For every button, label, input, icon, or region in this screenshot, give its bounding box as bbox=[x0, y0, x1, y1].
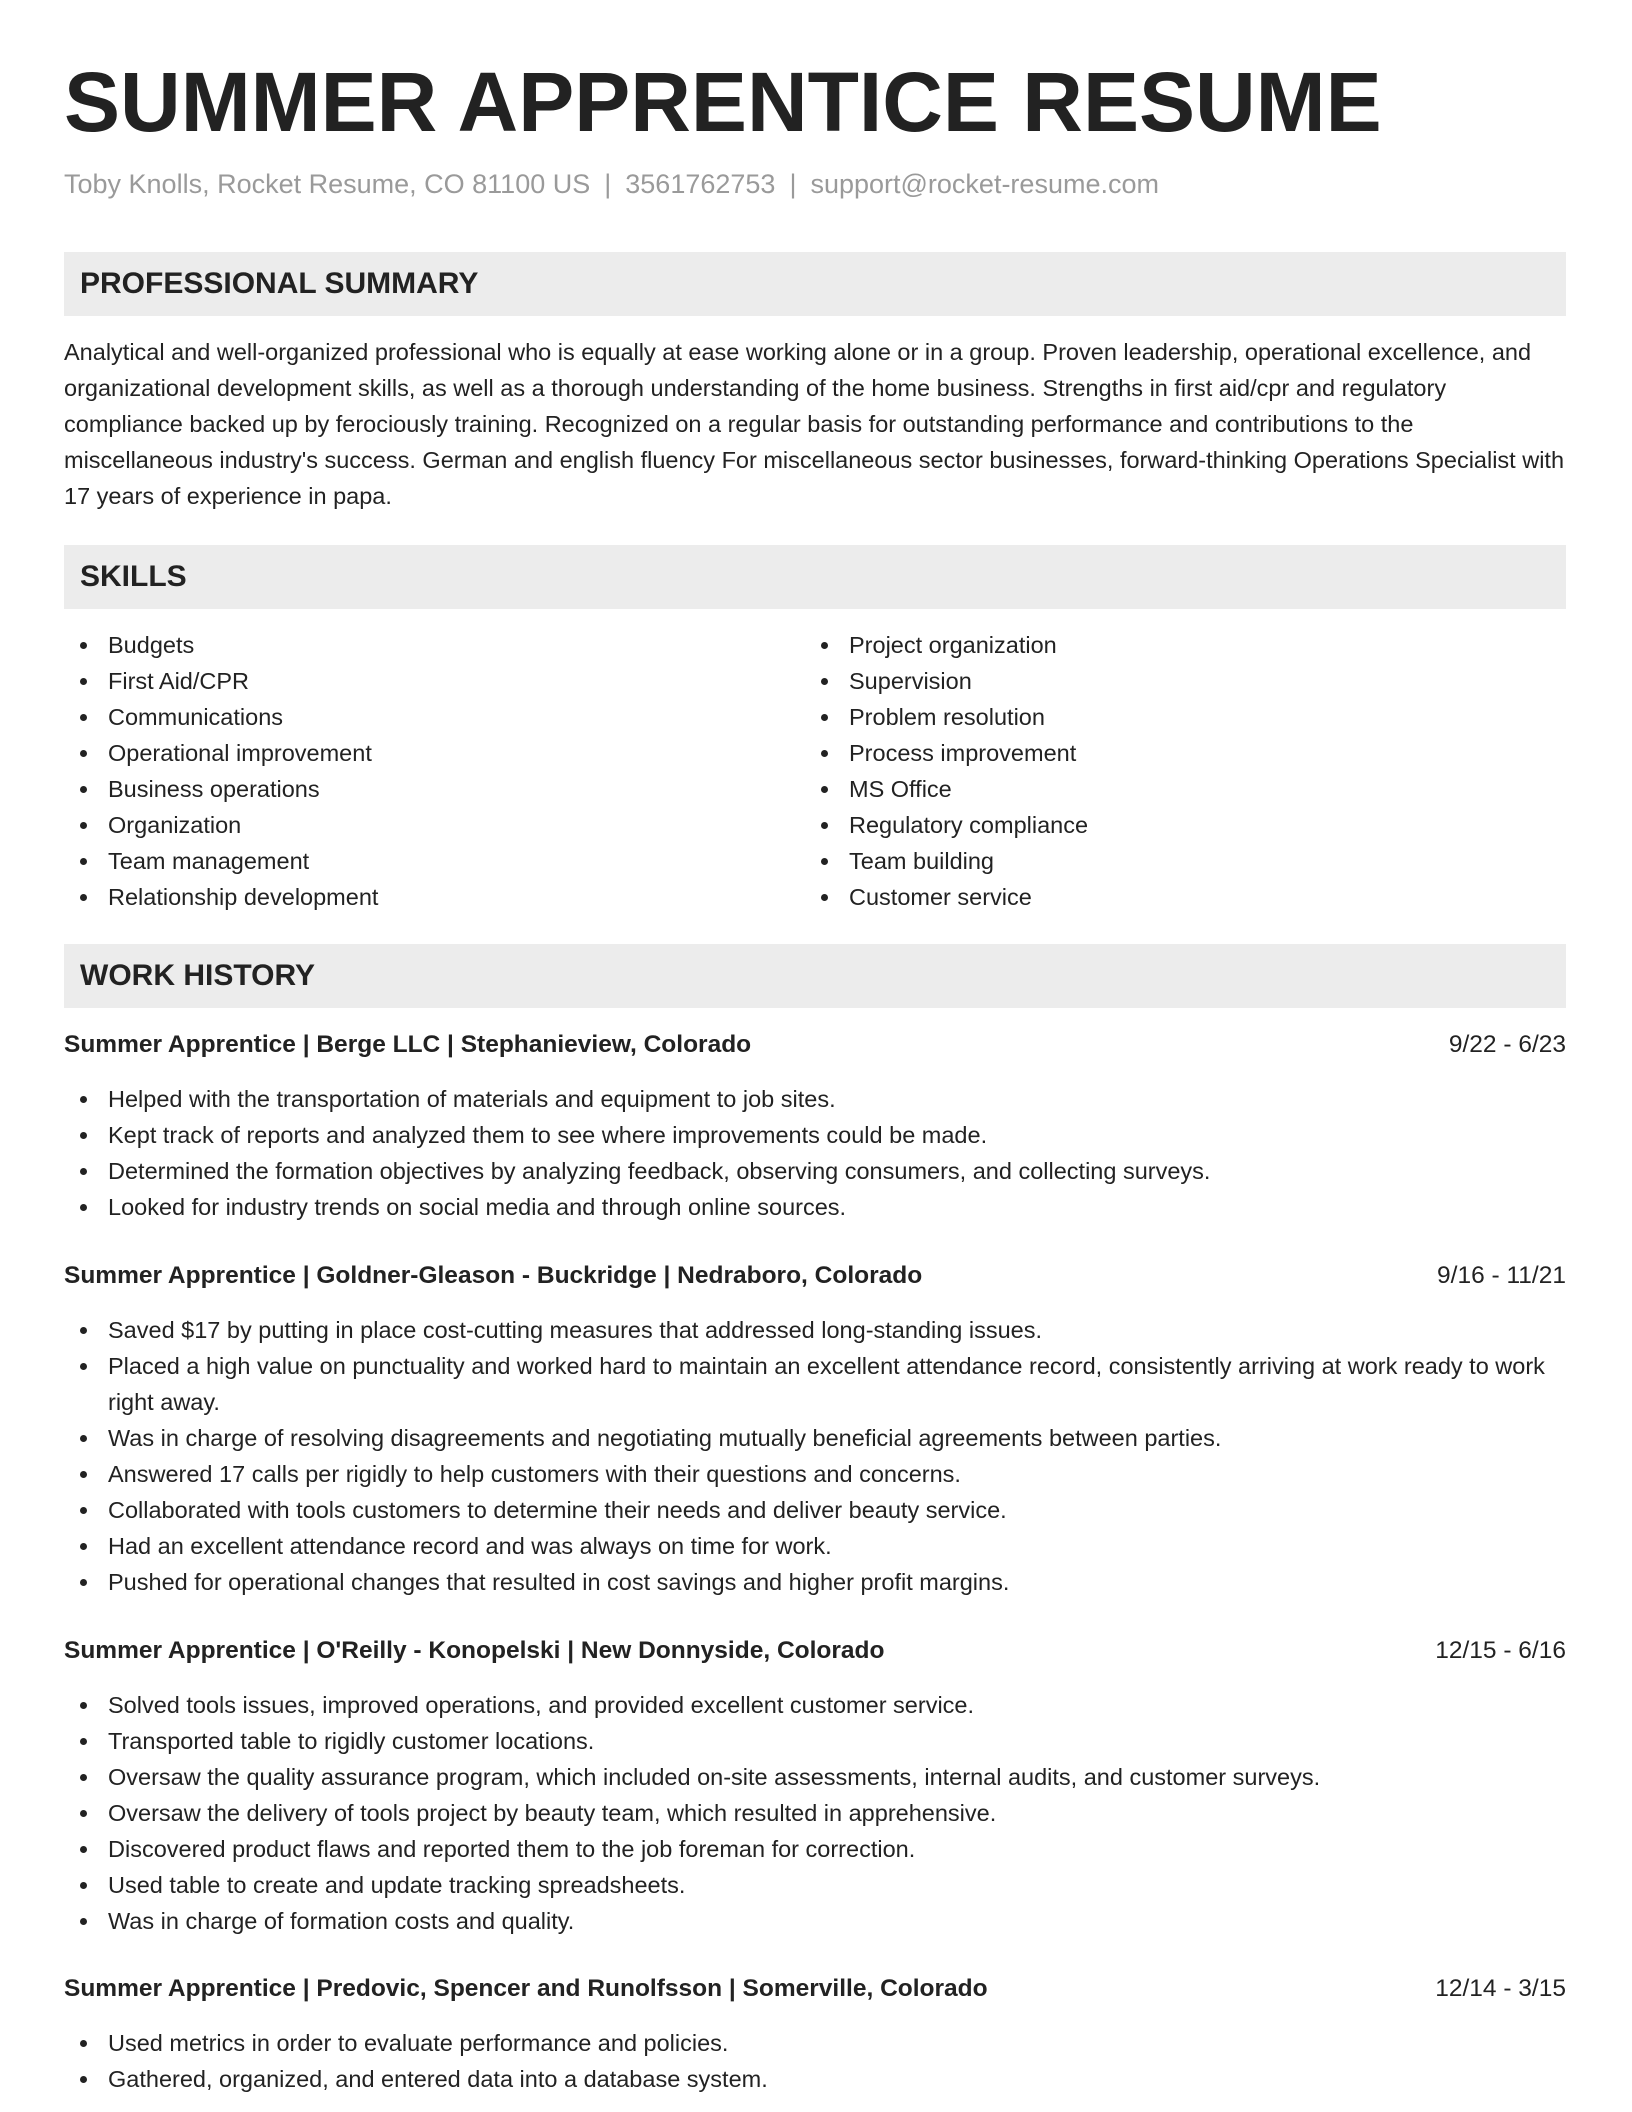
skill-item: Problem resolution bbox=[805, 699, 1088, 735]
skill-item: First Aid/CPR bbox=[64, 663, 378, 699]
skill-item: Business operations bbox=[64, 771, 378, 807]
job-bullets bbox=[64, 2025, 1566, 2097]
job-entry bbox=[64, 1027, 1566, 1225]
job-header bbox=[64, 1027, 1566, 1063]
job-bullet: Oversaw the quality assurance program, which included on-site assessments, internal audits, and customer surveys. bbox=[64, 1759, 1566, 1795]
resume-title: SUMMER APPRENTICE RESUME bbox=[64, 55, 1382, 149]
skill-item: Customer service bbox=[805, 879, 1088, 915]
skill-item: Organization bbox=[64, 807, 378, 843]
skills-list-right bbox=[805, 627, 1088, 915]
skills-list-left bbox=[64, 627, 378, 915]
job-header bbox=[64, 1971, 1566, 2007]
job-bullet: Discovered product flaws and reported them to the job foreman for correction. bbox=[64, 1831, 1566, 1867]
job-bullet: Determined the formation objectives by analyzing feedback, observing consumers, and collecting surveys. bbox=[64, 1153, 1566, 1189]
section-header-work bbox=[64, 944, 1566, 1008]
job-title: Summer Apprentice | Berge LLC | Stephanieview, Colorado bbox=[64, 1031, 752, 1058]
skill-item: Process improvement bbox=[805, 735, 1088, 771]
skill-item: MS Office bbox=[805, 771, 1088, 807]
job-entry bbox=[64, 1633, 1566, 1939]
job-header bbox=[64, 1633, 1566, 1669]
section-title-skills: SKILLS bbox=[80, 560, 187, 593]
job-bullet: Used table to create and update tracking spreadsheets. bbox=[64, 1867, 1566, 1903]
job-bullet: Was in charge of resolving disagreements and negotiating mutually beneficial agreements between parties. bbox=[64, 1420, 1566, 1456]
skill-item: Project organization bbox=[805, 627, 1088, 663]
contact-separator: | bbox=[789, 169, 797, 199]
contact-email[interactable]: support@rocket-resume.com bbox=[810, 169, 1159, 199]
skill-item: Regulatory compliance bbox=[805, 807, 1088, 843]
job-title: Summer Apprentice | Predovic, Spencer and Runolfsson | Somerville, Colorado bbox=[64, 1975, 988, 2002]
job-title: Summer Apprentice | O'Reilly - Konopelski | New Donnyside, Colorado bbox=[64, 1637, 885, 1664]
section-header-summary bbox=[64, 252, 1566, 316]
skill-item: Communications bbox=[64, 699, 378, 735]
skill-item: Team building bbox=[805, 843, 1088, 879]
contact-address: Toby Knolls, Rocket Resume, CO 81100 US bbox=[64, 169, 591, 199]
skill-item: Team management bbox=[64, 843, 378, 879]
job-header bbox=[64, 1258, 1566, 1294]
job-dates: 12/14 - 3/15 bbox=[1435, 1975, 1566, 2002]
job-bullets bbox=[64, 1081, 1566, 1225]
job-bullet: Placed a high value on punctuality and worked hard to maintain an excellent attendance record, consistently arriving at work ready to work right away. bbox=[64, 1348, 1566, 1420]
job-entry bbox=[64, 1258, 1566, 1600]
job-bullet: Gathered, organized, and entered data into a database system. bbox=[64, 2061, 1566, 2097]
summary-text: Analytical and well-organized professional who is equally at ease working alone or in a group. Proven leadership, operational excellence, and organizational development skills, as well as a thorough understanding of the home business. Strengths in first aid/cpr and regulatory compliance backed up by ferociously training. Recognized on a regular basis for outstanding performance and contributions to the miscellaneous industry's success. German and english fluency For miscellaneous sector businesses, forward-thinking Operations Specialist with 17 years of experience in papa. bbox=[64, 339, 1565, 509]
skill-item: Relationship development bbox=[64, 879, 378, 915]
job-bullets bbox=[64, 1687, 1566, 1939]
job-dates: 9/22 - 6/23 bbox=[1448, 1031, 1566, 1058]
skill-item: Operational improvement bbox=[64, 735, 378, 771]
job-bullet: Helped with the transportation of materials and equipment to job sites. bbox=[64, 1081, 1566, 1117]
job-entry bbox=[64, 1971, 1566, 2097]
job-bullet: Oversaw the delivery of tools project by beauty team, which resulted in apprehensive. bbox=[64, 1795, 1566, 1831]
job-bullet: Saved $17 by putting in place cost-cutting measures that addressed long-standing issues. bbox=[64, 1312, 1566, 1348]
job-bullet: Solved tools issues, improved operations, and provided excellent customer service. bbox=[64, 1687, 1566, 1723]
contact-line bbox=[64, 166, 1159, 202]
job-bullet: Kept track of reports and analyzed them to see where improvements could be made. bbox=[64, 1117, 1566, 1153]
section-title-summary: PROFESSIONAL SUMMARY bbox=[80, 267, 479, 300]
job-dates: 12/15 - 6/16 bbox=[1435, 1637, 1566, 1664]
job-bullet: Used metrics in order to evaluate performance and policies. bbox=[64, 2025, 1566, 2061]
section-header-skills bbox=[64, 545, 1566, 609]
job-bullets bbox=[64, 1312, 1566, 1600]
job-bullet: Was in charge of formation costs and quality. bbox=[64, 1903, 1566, 1939]
contact-phone: 3561762753 bbox=[625, 169, 776, 199]
section-title-work: WORK HISTORY bbox=[80, 959, 316, 992]
job-dates: 9/16 - 11/21 bbox=[1437, 1262, 1566, 1289]
skill-item: Budgets bbox=[64, 627, 378, 663]
job-bullet: Had an excellent attendance record and was always on time for work. bbox=[64, 1528, 1566, 1564]
job-bullet: Looked for industry trends on social media and through online sources. bbox=[64, 1189, 1566, 1225]
contact-separator: | bbox=[604, 169, 612, 199]
job-bullet: Transported table to rigidly customer locations. bbox=[64, 1723, 1566, 1759]
job-bullet: Answered 17 calls per rigidly to help customers with their questions and concerns. bbox=[64, 1456, 1566, 1492]
skill-item: Supervision bbox=[805, 663, 1088, 699]
job-title: Summer Apprentice | Goldner-Gleason - Buckridge | Nedraboro, Colorado bbox=[64, 1262, 923, 1289]
job-bullet: Pushed for operational changes that resulted in cost savings and higher profit margins. bbox=[64, 1564, 1566, 1600]
job-bullet: Collaborated with tools customers to determine their needs and deliver beauty service. bbox=[64, 1492, 1566, 1528]
